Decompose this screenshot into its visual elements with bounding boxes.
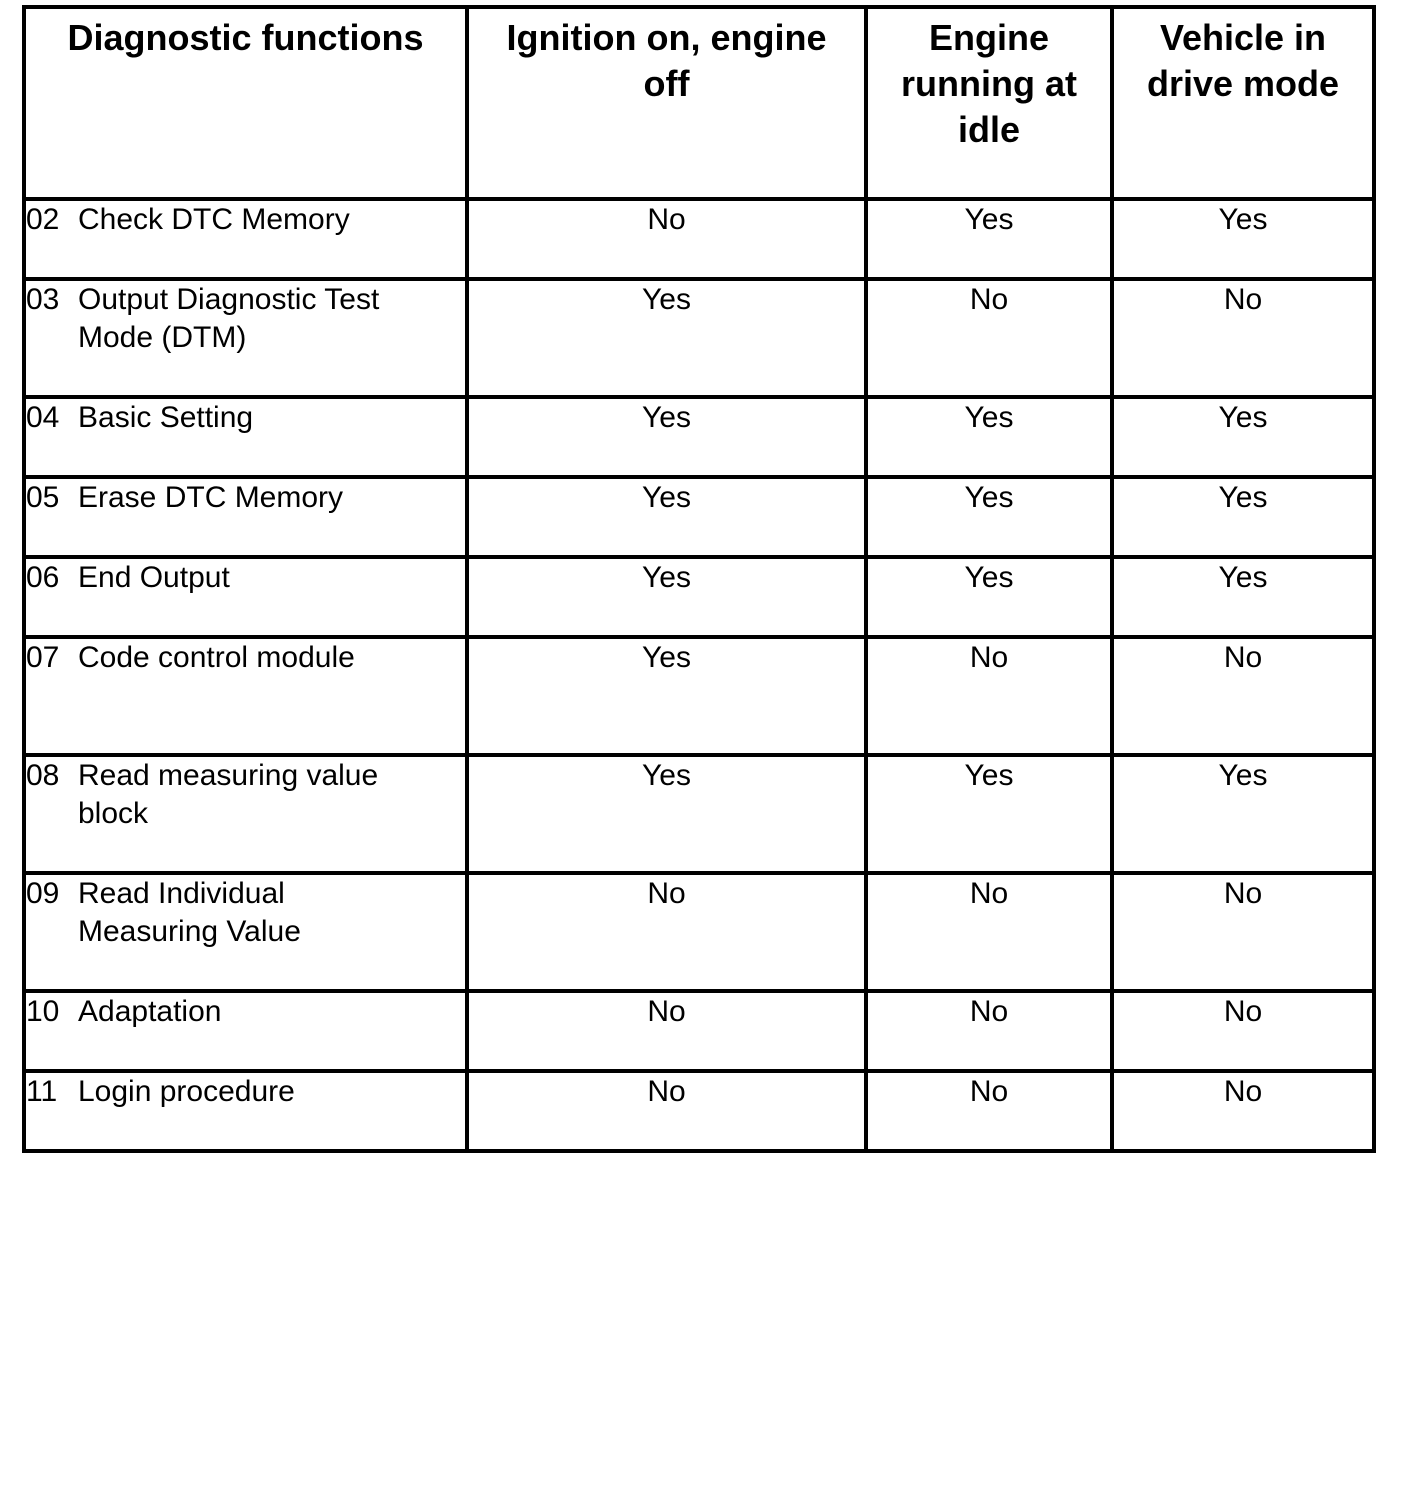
vehicle-in-drive-mode-value: No (1112, 637, 1374, 755)
function-cell (24, 1071, 467, 1151)
engine-running-at-idle-value: No (866, 991, 1112, 1071)
function-name: Code control module (78, 641, 355, 674)
ignition-on-engine-off-value: Yes (467, 279, 866, 397)
table-row (24, 557, 1374, 637)
vehicle-in-drive-mode-value: Yes (1112, 477, 1374, 557)
engine-running-at-idle-value: Yes (866, 557, 1112, 637)
function-name: Read measuring value block (78, 759, 379, 830)
table-row (24, 873, 1374, 991)
function-name: Adaptation (78, 995, 222, 1028)
engine-running-at-idle-value: No (866, 1071, 1112, 1151)
table-row (24, 991, 1374, 1071)
header-ignition-on-engine-off: Ignition on, engine off (467, 7, 866, 199)
function-cell (24, 755, 467, 873)
ignition-on-engine-off-value: No (467, 873, 866, 991)
function-number: 05 (26, 481, 60, 514)
ignition-on-engine-off-value: No (467, 199, 866, 279)
function-name: Login procedure (78, 1075, 295, 1108)
vehicle-in-drive-mode-value: No (1112, 1071, 1374, 1151)
ignition-on-engine-off-value: Yes (467, 397, 866, 477)
header-vehicle-in-drive-mode: Vehicle in drive mode (1112, 7, 1374, 199)
vehicle-in-drive-mode-value: No (1112, 279, 1374, 397)
function-number: 06 (26, 561, 60, 594)
function-number: 03 (26, 283, 60, 316)
engine-running-at-idle-value: No (866, 279, 1112, 397)
engine-running-at-idle-value: Yes (866, 477, 1112, 557)
function-name: Erase DTC Memory (78, 481, 344, 514)
table-row (24, 397, 1374, 477)
header-row (24, 7, 1374, 199)
engine-running-at-idle-value: Yes (866, 397, 1112, 477)
function-number: 02 (26, 203, 60, 236)
function-name: Check DTC Memory (78, 203, 350, 236)
function-number: 10 (26, 995, 60, 1028)
table-row (24, 279, 1374, 397)
function-name: Basic Setting (78, 401, 254, 434)
ignition-on-engine-off-value: Yes (467, 755, 866, 873)
vehicle-in-drive-mode-value: No (1112, 873, 1374, 991)
ignition-on-engine-off-value: Yes (467, 477, 866, 557)
function-name: Read Individual Measuring Value (78, 877, 301, 948)
table-row (24, 637, 1374, 755)
engine-running-at-idle-value: No (866, 637, 1112, 755)
function-cell (24, 991, 467, 1071)
function-cell (24, 637, 467, 755)
ignition-on-engine-off-value: Yes (467, 637, 866, 755)
table-row (24, 1071, 1374, 1151)
ignition-on-engine-off-value: Yes (467, 557, 866, 637)
function-number: 08 (26, 759, 60, 792)
ignition-on-engine-off-value: No (467, 1071, 866, 1151)
function-name: Output Diagnostic Test Mode (DTM) (78, 283, 380, 354)
table-row (24, 755, 1374, 873)
function-cell (24, 477, 467, 557)
diagnostic-functions-table (22, 5, 1376, 1153)
function-cell (24, 199, 467, 279)
table-row (24, 477, 1374, 557)
function-number: 11 (26, 1075, 58, 1108)
vehicle-in-drive-mode-value: Yes (1112, 397, 1374, 477)
vehicle-in-drive-mode-value: No (1112, 991, 1374, 1071)
function-cell (24, 397, 467, 477)
engine-running-at-idle-value: Yes (866, 755, 1112, 873)
vehicle-in-drive-mode-value: Yes (1112, 199, 1374, 279)
header-diagnostic-functions: Diagnostic functions (24, 7, 467, 199)
function-cell (24, 279, 467, 397)
vehicle-in-drive-mode-value: Yes (1112, 557, 1374, 637)
engine-running-at-idle-value: No (866, 873, 1112, 991)
function-number: 09 (26, 877, 60, 910)
header-engine-running-at-idle: Engine running at idle (866, 7, 1112, 199)
ignition-on-engine-off-value: No (467, 991, 866, 1071)
function-number: 04 (26, 401, 60, 434)
table-row (24, 199, 1374, 279)
vehicle-in-drive-mode-value: Yes (1112, 755, 1374, 873)
engine-running-at-idle-value: Yes (866, 199, 1112, 279)
function-cell (24, 873, 467, 991)
function-number: 07 (26, 641, 60, 674)
function-name: End Output (78, 561, 230, 594)
function-cell (24, 557, 467, 637)
